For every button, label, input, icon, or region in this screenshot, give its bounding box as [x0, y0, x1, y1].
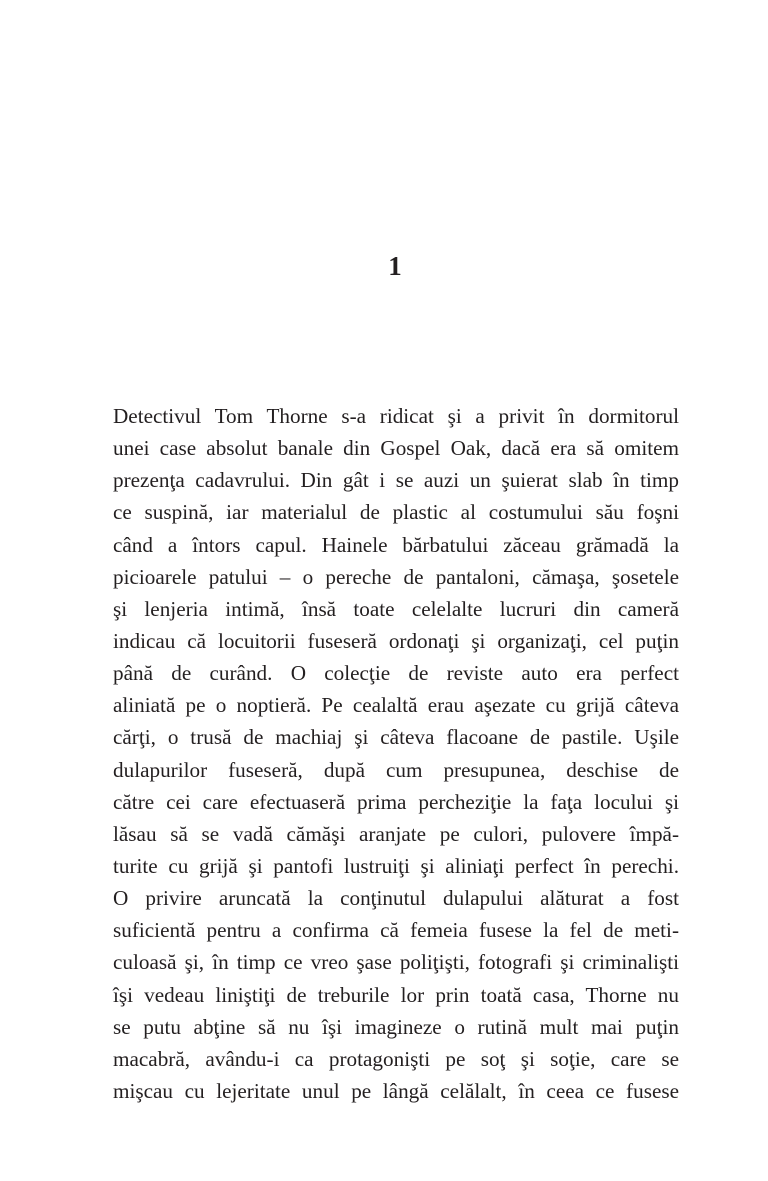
text-line: suficientă pentru a confirma că femeia fusese la fel de meti- — [113, 918, 679, 943]
text-line: când a întors capul. Hainele bărbatului zăceau grămadă la — [113, 532, 679, 557]
text-line: până de curând. O colecţie de reviste auto era perfect — [113, 661, 679, 686]
text-line: cărţi, o trusă de machiaj şi câteva flacoane de pastile. Uşile — [113, 725, 679, 750]
text-line: către cei care efectuaseră prima percheziţie la faţa locului şi — [113, 789, 679, 814]
text-line: lăsau să se vadă cămăşi aranjate pe culori, pulovere împă- — [113, 821, 679, 846]
chapter-number: 1 — [388, 251, 402, 281]
text-line: O privire aruncată la conţinutul dulapului alăturat a fost — [113, 886, 679, 911]
text-line: ce suspină, iar materialul de plastic al costumului său foşni — [113, 500, 679, 525]
text-line: culoasă şi, în timp ce vreo şase poliţişti, fotografi şi criminalişti — [113, 950, 679, 975]
text-line: şi lenjeria intimă, însă toate celelalte lucruri din cameră — [113, 596, 679, 621]
text-line: macabră, avându-i ca protagonişti pe soţ şi soţie, care se — [113, 1046, 679, 1071]
chapter-body-text — [113, 400, 679, 1107]
text-line: indicau că locuitorii fuseseră ordonaţi şi organizaţi, cel puţin — [113, 628, 679, 653]
text-line: turite cu grijă şi pantofi lustruiţi şi aliniaţi perfect în perechi. — [113, 853, 679, 878]
text-line: dulapurilor fuseseră, după cum presupunea, deschise de — [113, 757, 679, 782]
text-line: Detectivul Tom Thorne s-a ridicat şi a privit în dormitorul — [113, 404, 679, 428]
text-line: mişcau cu lejeritate unul pe lângă celălalt, în ceea ce fusese — [113, 1078, 679, 1103]
text-line: îşi vedeau liniştiţi de treburile lor prin toată casa, Thorne nu — [113, 982, 679, 1007]
text-line: prezenţa cadavrului. Din gât i se auzi un şuierat slab în timp — [113, 468, 679, 493]
text-line: se putu abţine să nu îşi imagineze o rutină mult mai puţin — [113, 1014, 679, 1039]
text-line: picioarele patului – o pereche de pantaloni, cămaşa, şosetele — [113, 564, 679, 589]
text-line: unei case absolut banale din Gospel Oak, dacă era să omitem — [113, 436, 679, 461]
text-line: aliniată pe o noptieră. Pe cealaltă erau aşezate cu grijă câteva — [113, 693, 679, 718]
